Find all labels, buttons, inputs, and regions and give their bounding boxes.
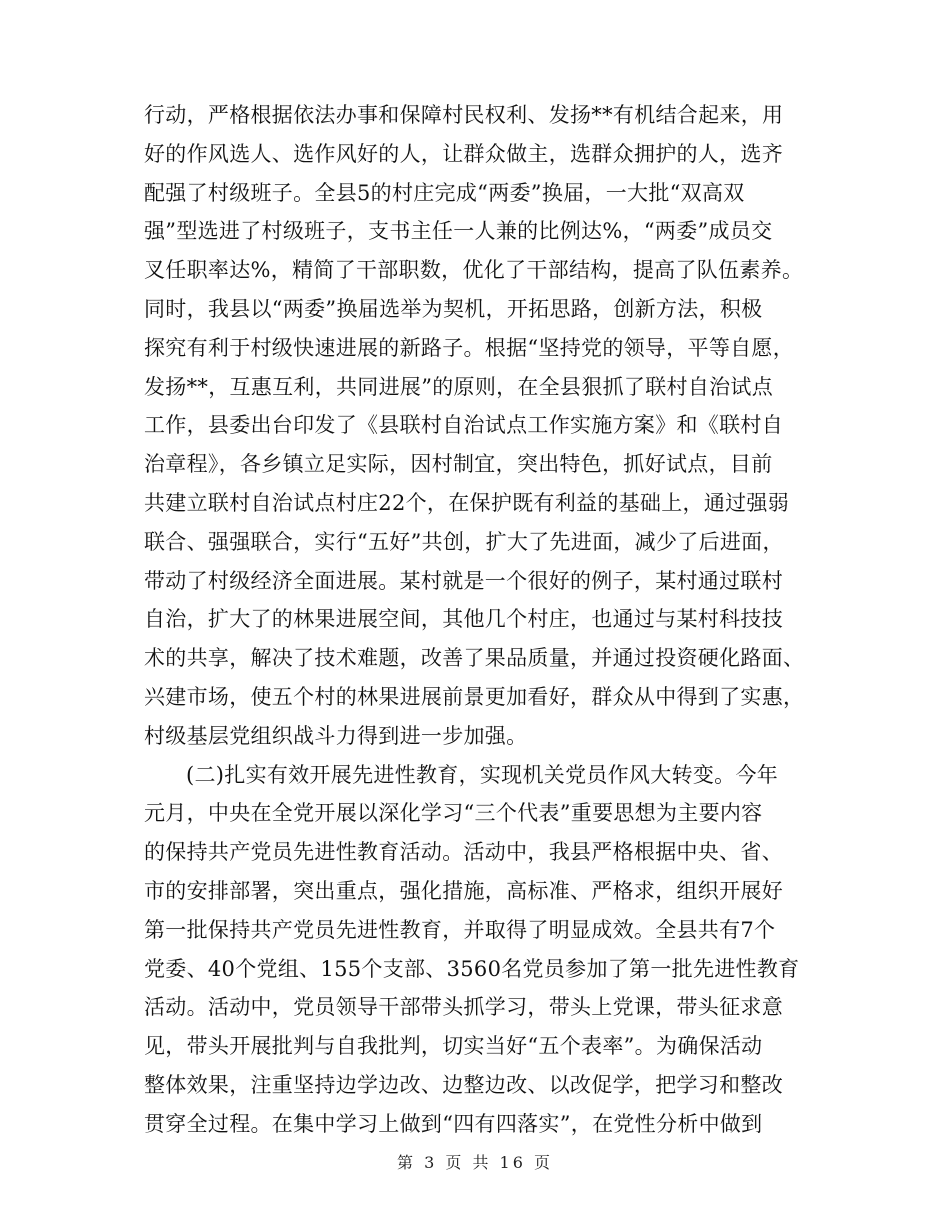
text-line: 行动，严格根据依法办事和保障村民权利、发扬**有机结合起来，用 xyxy=(144,103,784,127)
text-line: 共建立联村自治试点村庄22个，在保护既有利益的基础上，通过强弱 xyxy=(144,490,790,515)
text-line: 见，带头开展批判与自我批判，切实当好“五个表率”。为确保活动 xyxy=(144,1034,763,1059)
text-line: 贯穿全过程。在集中学习上做到“四有四落实”，在党性分析中做到 xyxy=(144,1111,763,1136)
text-line: 工作，县委出台印发了《县联村自治试点工作实施方案》和《联村自 xyxy=(144,413,783,438)
text-line: 同时，我县以“两委”换届选举为契机，开拓思路，创新方法，积极 xyxy=(144,296,763,321)
document-body xyxy=(144,96,816,1144)
paragraph-2 xyxy=(144,756,816,1144)
text-line: 探究有利于村级快速进展的新路子。根据“坚持党的领导，平等自愿， xyxy=(144,335,795,360)
text-line: 联合、强强联合，实行“五好”共创，扩大了先进面，减少了后进面， xyxy=(144,529,784,554)
page-number-footer: 第 3 页 共 16 页 xyxy=(397,1153,553,1172)
text-line: 活动。活动中，党员领导干部带头抓学习，带头上党课，带头征求意 xyxy=(144,995,783,1020)
text-line: 市的安排部署，突出重点，强化措施，高标准、严格求，组织开展好 xyxy=(144,878,783,903)
text-line: 术的共享，解决了技术难题，改善了果品质量，并通过投资硬化路面、 xyxy=(144,646,805,671)
text-line: 叉任职率达%，精简了干部职数，优化了干部结构，提高了队伍素养。 xyxy=(144,258,804,283)
text-line: 带动了村级经济全面进展。某村就是一个很好的例子，某村通过联村 xyxy=(144,568,783,593)
text-line: 发扬**，互惠互利，共同进展”的原则，在全县狠抓了联村自治试点 xyxy=(144,374,774,399)
text-line: 整体效果，注重坚持边学边改、边整边改、以改促学，把学习和整改 xyxy=(144,1072,783,1097)
text-line: 兴建市场，使五个村的林果进展前景更加看好，群众从中得到了实惠， xyxy=(144,684,805,709)
text-line: 治章程》，各乡镇立足实际，因村制宜，突出特色，抓好试点，目前 xyxy=(144,452,773,477)
text-line: 的保持共产党员先进性教育活动。活动中，我县严格根据中央、省、 xyxy=(144,840,783,865)
paragraph-1 xyxy=(144,96,816,756)
text-line: 元月，中央在全党开展以深化学习“三个代表”重要思想为主要内容 xyxy=(144,801,763,826)
text-line: 好的作风选人、选作风好的人，让群众做主，选群众拥护的人，选齐 xyxy=(144,141,783,166)
text-line: 强”型选进了村级班子，支书主任一人兼的比例达%，“两委”成员交 xyxy=(144,219,773,244)
text-line: 党委、40个党组、155个支部、3560名党员参加了第一批先进性教育 xyxy=(144,956,800,981)
text-line: 村级基层党组织战斗力得到进一步加强。 xyxy=(144,723,528,748)
text-line: 自治，扩大了的林果进展空间，其他几个村庄，也通过与某村科技技 xyxy=(144,607,783,632)
text-line: 配强了村级班子。全县5的村庄完成“两委”换届，一大批“双高双 xyxy=(144,180,745,205)
text-line: 第一批保持共产党员先进性教育，并取得了明显成效。全县共有7个 xyxy=(144,917,776,942)
text-line: (二)扎实有效开展先进性教育，实现机关党员作风大转变。今年 xyxy=(186,762,779,787)
